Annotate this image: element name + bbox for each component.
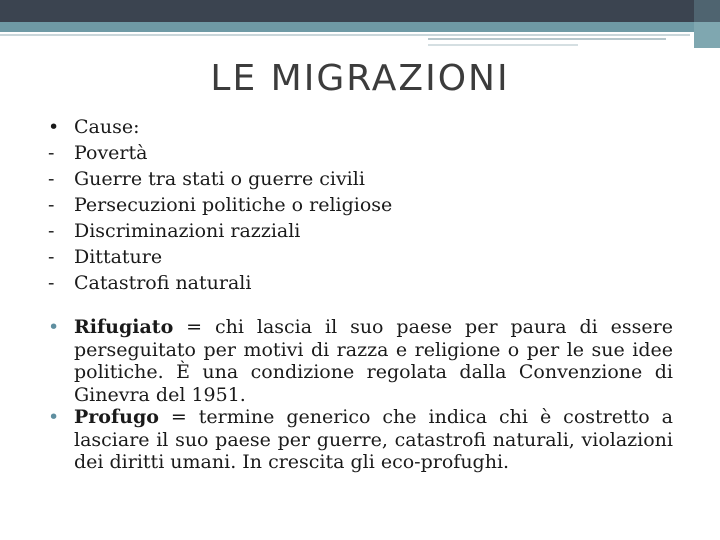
list-item: [48, 270, 688, 296]
dash-marker: -: [48, 142, 55, 164]
header-accent-line-short: [428, 44, 578, 46]
header-band-dark: [0, 0, 720, 22]
list-item: [48, 140, 688, 166]
definition-rifugiato: [48, 316, 673, 406]
definition-profugo: [48, 406, 673, 474]
definitions-list: [48, 316, 673, 474]
dash-marker: -: [48, 220, 55, 242]
header-band-teal: [0, 22, 720, 32]
list-item-text: Catastrofi naturali: [74, 272, 252, 294]
list-item-text: Povertà: [74, 142, 148, 164]
list-item: [48, 166, 688, 192]
bullet-marker: •: [48, 406, 60, 428]
definition-body: = chi lascia il suo paese per paura di essere perseguitato per motivi di razza e religione o per le sue idee politiche. È una condizione regolata dalla Convenzione di Ginevra del 1951.: [74, 316, 673, 406]
list-item: [48, 218, 688, 244]
list-item: [48, 244, 688, 270]
bullet-marker: •: [48, 116, 60, 138]
header-band-teal-corner: [694, 22, 720, 48]
header-band-corner: [694, 0, 720, 22]
list-item-text: Guerre tra stati o guerre civili: [74, 168, 365, 190]
definition-text: [74, 406, 673, 474]
list-item-text: Dittature: [74, 246, 163, 268]
definition-text: [74, 316, 673, 406]
header-accent-line: [428, 38, 666, 40]
slide-title: LE MIGRAZIONI: [210, 58, 510, 99]
dash-marker: -: [48, 246, 55, 268]
dash-marker: -: [48, 194, 55, 216]
definition-term: Rifugiato: [74, 316, 174, 338]
dash-marker: -: [48, 168, 55, 190]
causes-list: [48, 114, 688, 296]
definition-body: = termine generico che indica chi è costretto a lasciare il suo paese per guerre, catastrofi naturali, violazioni dei diritti umani. In crescita gli eco-profughi.: [74, 406, 673, 473]
header-rule: [0, 34, 690, 36]
definition-term: Profugo: [74, 406, 159, 428]
bullet-marker: •: [48, 316, 60, 338]
dash-marker: -: [48, 272, 55, 294]
list-item-text: Persecuzioni politiche o religiose: [74, 194, 393, 216]
list-item: [48, 192, 688, 218]
list-item-text: Discriminazioni razziali: [74, 220, 301, 242]
list-item: [48, 114, 688, 140]
list-item-text: Cause:: [74, 116, 140, 138]
